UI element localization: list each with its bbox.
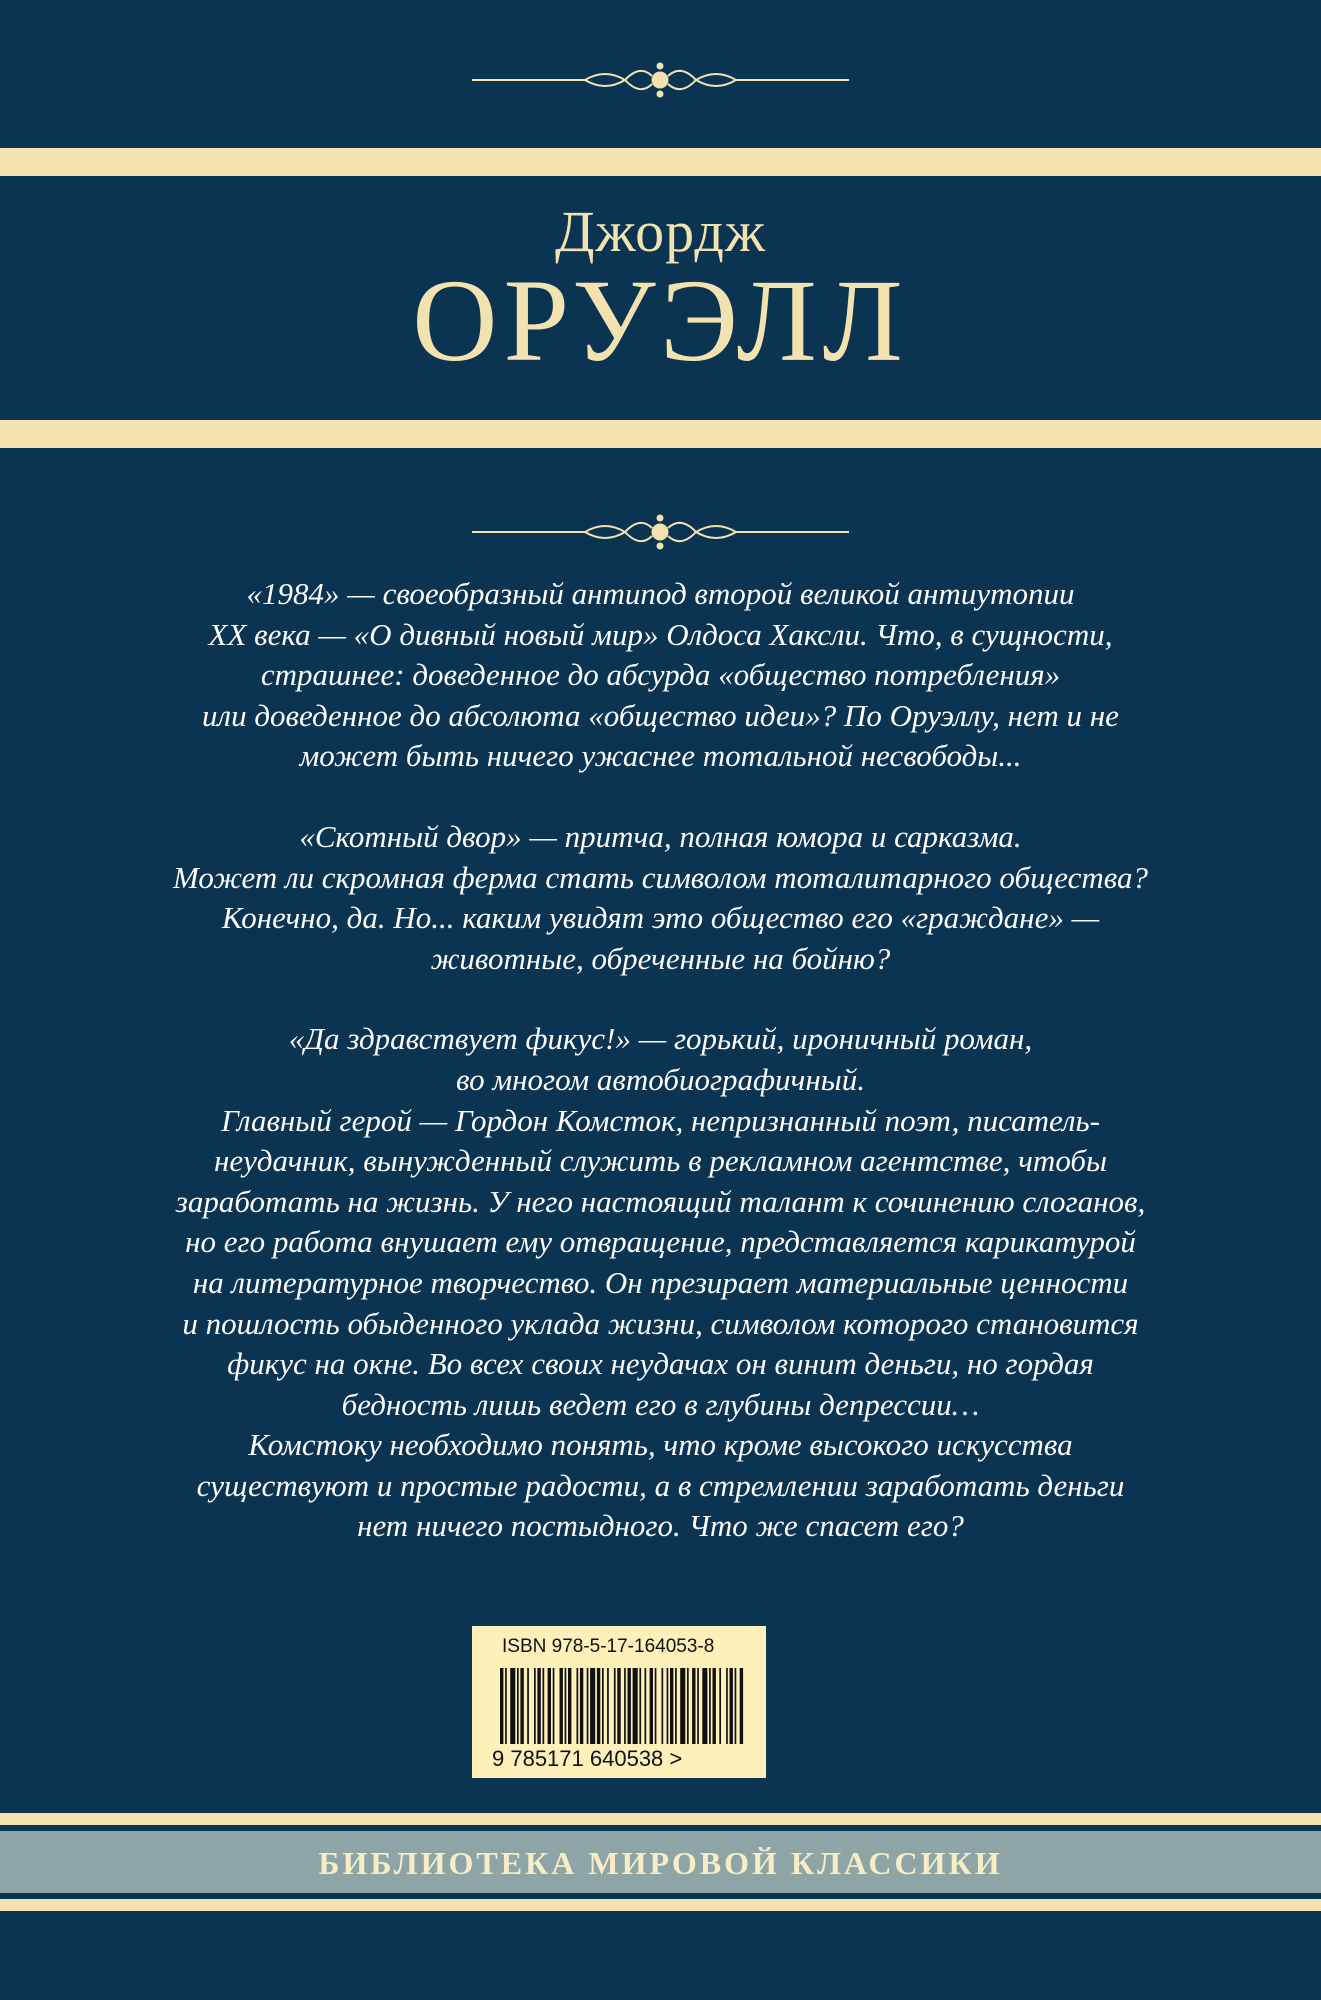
barcode-bar xyxy=(505,1668,507,1744)
barcode-bar xyxy=(553,1668,555,1744)
barcode-bar xyxy=(735,1668,737,1744)
author-first-name: Джордж xyxy=(554,199,766,264)
barcode-bar xyxy=(597,1668,600,1744)
blurb xyxy=(70,574,1251,1587)
blurb-line: Конечно, да. Но... каким увидят это общество его «граждане» — xyxy=(221,900,1100,936)
blurb-line: и пошлость обыденного уклада жизни, символом которого становится xyxy=(182,1305,1139,1341)
isbn-label: ISBN 978-5-17-164053-8 xyxy=(502,1636,715,1657)
blurb-line: может быть ничего ужаснее тотальной несвободы... xyxy=(299,738,1022,774)
barcode-bar xyxy=(650,1668,653,1744)
barcode-bar xyxy=(697,1668,699,1744)
barcode-bar xyxy=(543,1668,545,1744)
series-band-fill xyxy=(0,1831,1321,1893)
series-title: БИБЛИОТЕКА МИРОВОЙ КЛАССИКИ xyxy=(318,1845,1003,1881)
barcode-bar xyxy=(726,1668,728,1744)
blurb-line: на литературное творчество. Он презирает материальные ценности xyxy=(192,1264,1129,1300)
barcode-bar xyxy=(719,1668,721,1744)
barcode-bar xyxy=(709,1668,711,1744)
barcode-bar xyxy=(537,1668,540,1744)
blurb-paragraph-animal-farm xyxy=(70,817,1251,979)
barcode-bar xyxy=(548,1668,551,1744)
blurb-line: бедность лишь ведет его в глубины депрессии… xyxy=(341,1386,980,1422)
top-ornament-icon xyxy=(0,60,1321,100)
blurb-line: страшнее: доведенное до абсурда «общество потребления» xyxy=(260,657,1061,693)
barcode-bar xyxy=(740,1668,743,1744)
barcode-bar xyxy=(655,1668,657,1744)
barcode-bar xyxy=(568,1668,571,1744)
barcode-bar xyxy=(730,1668,733,1744)
barcode-bar xyxy=(534,1668,536,1744)
blurb-line: во многом автобиографичный. xyxy=(456,1061,865,1097)
barcode-bar xyxy=(633,1668,638,1744)
barcode-bar xyxy=(614,1668,616,1744)
barcode-bar xyxy=(670,1668,673,1744)
barcode-bar xyxy=(580,1668,583,1744)
author-last-name: ОРУЭЛЛ xyxy=(412,255,909,386)
lower-gold-band xyxy=(0,420,1321,448)
blurb-paragraph-1984 xyxy=(70,574,1251,777)
barcode-bar xyxy=(602,1668,604,1744)
barcode-bar xyxy=(624,1668,626,1744)
barcode-bar xyxy=(527,1668,529,1744)
blurb-line: существуют и простые радости, а в стремлении заработать деньги xyxy=(196,1467,1125,1503)
barcode-bar xyxy=(692,1668,695,1744)
blurb-line: животные, обреченные на бойню? xyxy=(430,940,891,976)
series-band-bottom-rule xyxy=(0,1899,1321,1911)
barcode-bar xyxy=(560,1668,563,1744)
barcode-panel xyxy=(472,1626,766,1778)
blurb-line: нет ничего постыдного. Что же спасет его? xyxy=(357,1508,964,1544)
barcode-bar xyxy=(590,1668,595,1744)
top-gold-band xyxy=(0,148,1321,176)
barcode-bar xyxy=(639,1668,641,1744)
barcode-bar xyxy=(607,1668,609,1744)
blurb-line: или доведенное до абсолюта «общество идеи»? По Оруэллу, нет и не xyxy=(202,697,1119,733)
barcode-bar xyxy=(577,1668,579,1744)
blurb-paragraph-aspidistra xyxy=(70,1019,1251,1547)
blurb-line: заработать на жизнь. У него настоящий талант к сочинению слоганов, xyxy=(175,1183,1146,1219)
barcode-bar xyxy=(628,1668,631,1744)
barcode-bar xyxy=(617,1668,620,1744)
barcode-bar xyxy=(687,1668,689,1744)
blurb-line: Может ли скромная ферма стать символом тоталитарного общества? xyxy=(172,859,1149,895)
blurb-line: XX века — «О дивный новый мир» Олдоса Хаксли. Что, в сущности, xyxy=(208,616,1113,652)
barcode-bar xyxy=(675,1668,677,1744)
blurb-line: но его работа внушает ему отвращение, представляется карикатурой xyxy=(185,1224,1136,1260)
barcode-bar xyxy=(510,1668,515,1744)
middle-ornament-icon xyxy=(0,512,1321,552)
blurb-line: Комстоку необходимо понять, что кроме высокого искусства xyxy=(248,1427,1073,1463)
barcode-bar xyxy=(500,1668,503,1744)
blurb-line: «1984» — своеобразный антипод второй великой антиутопии xyxy=(246,576,1075,611)
barcode-bar xyxy=(713,1668,716,1744)
blurb-line: неудачник, вынужденный служить в рекламном агентстве, чтобы xyxy=(214,1143,1107,1179)
barcode-bar xyxy=(667,1668,669,1744)
barcode-bar xyxy=(587,1668,589,1744)
blurb-line: «Да здравствует фикус!» — горький, ироничный роман, xyxy=(288,1021,1033,1057)
barcode-bar xyxy=(680,1668,685,1744)
barcode-bar xyxy=(520,1668,523,1744)
blurb-line: Главный герой — Гордон Комсток, непризнанный поэт, писатель- xyxy=(221,1102,1100,1138)
barcode-bar xyxy=(702,1668,707,1744)
series-band-top-rule xyxy=(0,1813,1321,1825)
blurb-line: фикус на окне. Во всех своих неудачах он винит деньги, но гордая xyxy=(227,1346,1094,1382)
barcode-bar xyxy=(662,1668,664,1744)
blurb-line: «Скотный двор» — притча, полная юмора и сарказма. xyxy=(299,818,1022,854)
barcode-bar xyxy=(645,1668,647,1744)
barcode-bar xyxy=(565,1668,567,1744)
barcode-digits: 9 785171 640538 > xyxy=(492,1746,683,1771)
series-band xyxy=(0,1813,1321,1911)
barcode-bar xyxy=(517,1668,519,1744)
